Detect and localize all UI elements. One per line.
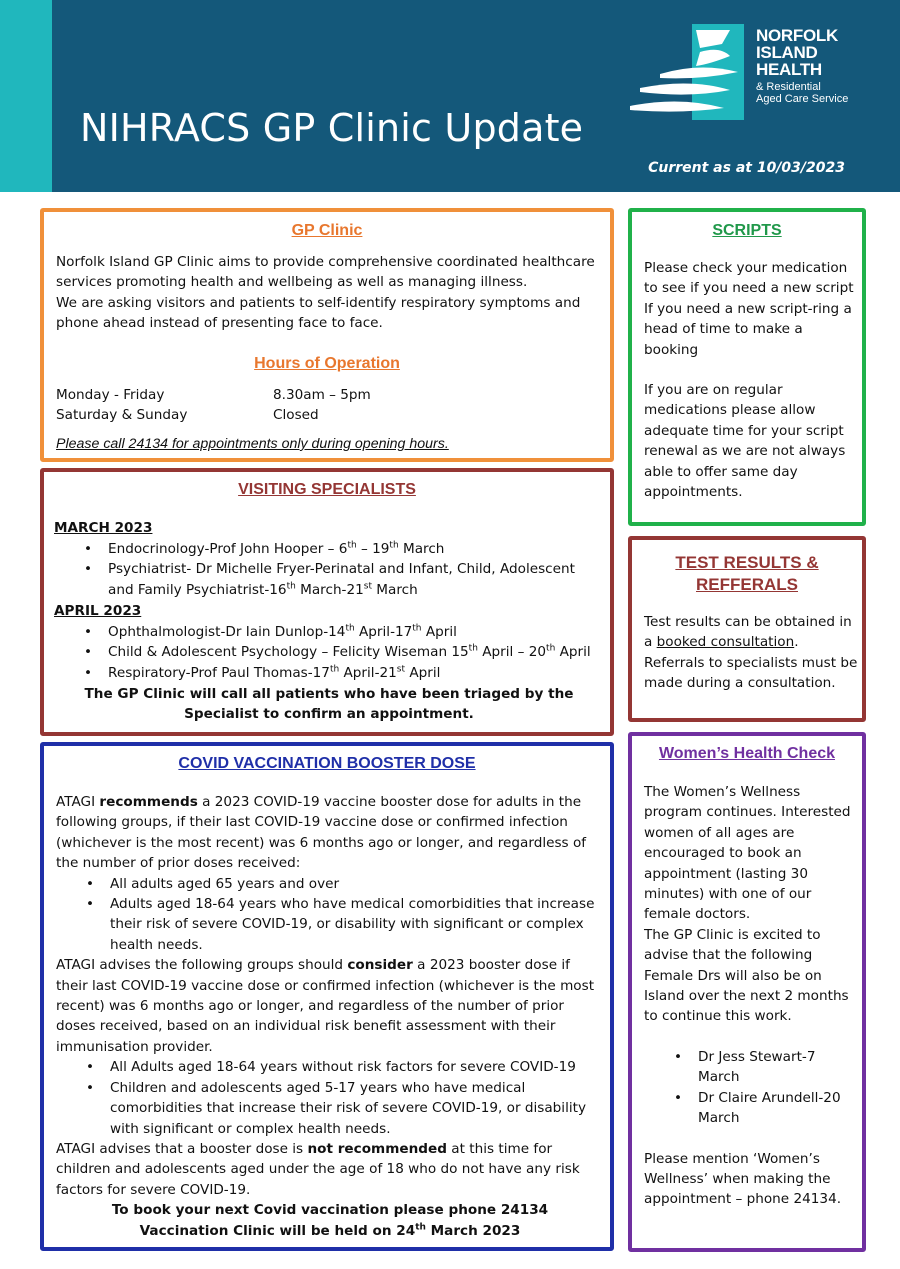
april-heading: APRIL 2023 (54, 602, 142, 619)
logo-line3: HEALTH (756, 60, 822, 79)
covid-para2: ATAGI advises the following groups should consider a 2023 booster dose if their last COVID-19 vaccine dose or confirmed infection (whichever is the most recent) was 6 months ago or longer, and regardless of the number of prior doses received, based on an individual risk benefit assessment with their immunisation provider. (56, 957, 595, 1055)
booked-consultation-link[interactable]: booked consultation (656, 634, 795, 651)
test-results-title (632, 552, 862, 596)
scripts-title: SCRIPTS (712, 222, 782, 239)
covid-para3: ATAGI advises that a booster dose is not recommended at this time for children and adolescents aged under the age of 18 who do not have any risk factors for severe COVID-19. (56, 1140, 580, 1198)
logo-line4: & Residential (756, 81, 821, 93)
womens-para2: The GP Clinic is excited to advise that the following Female Drs will also be on Island over the next 2 months to continue this work. (644, 926, 849, 1025)
covid-footer2: Vaccination Clinic will be held on 24th March 2023 (139, 1222, 521, 1239)
logo-line2: ISLAND (756, 43, 818, 62)
covid-booster-box (40, 742, 614, 1251)
covid-text (56, 792, 604, 1241)
womens-para1: The Women’s Wellness program continues. Interested women of all ages are encouraged to book an appointment (lasting 30 minutes) with one of our female doctors. (644, 784, 851, 923)
hours-title: Hours of Operation (254, 355, 400, 372)
womens-text (644, 782, 856, 1210)
scripts-para1: Please check your medication to see if you need a new script If you need a new script-ring a head of time to make a booking (644, 260, 854, 358)
gp-clinic-para2: We are asking visitors and patients to self-identify respiratory symptoms and phone ahead instead of presenting face to face. (56, 294, 581, 332)
specialists-text (54, 518, 604, 725)
covid-list2-item: • Children and adolescents aged 5-17 years who have medical comorbidities that increase their risk of severe COVID-19, or disability with significant or complex health needs. (56, 1078, 604, 1139)
hours-row-1-time: 8.30am – 5pm (273, 387, 371, 403)
scripts-text (644, 258, 856, 502)
womens-health-box (628, 732, 866, 1252)
specialist-item: • Respiratory-Prof Paul Thomas-17th April-21st April (54, 663, 604, 684)
logo-line1: NORFOLK (756, 26, 838, 45)
gp-clinic-box (40, 208, 614, 462)
test-results-title-line1: TEST RESULTS & (675, 553, 819, 572)
specialist-item: • Psychiatrist- Dr Michelle Fryer-Perinatal and Infant, Child, Adolescent and Family Psychiatrist-16th March-21st March (54, 559, 604, 600)
womens-title: Women’s Health Check (658, 745, 836, 762)
specialist-item: • Ophthalmologist-Dr Iain Dunlop-14th April-17th April (54, 622, 604, 643)
covid-list2-item: • All Adults aged 18-64 years without risk factors for severe COVID-19 (56, 1057, 604, 1077)
header-banner (0, 0, 900, 192)
visiting-specialists-box (40, 468, 614, 736)
test-results-text: Test results can be obtained in a booked consultation. Referrals to specialists must be made during a consultation. (644, 614, 858, 692)
scripts-box (628, 208, 866, 526)
specialists-title: VISITING SPECIALISTS (238, 481, 416, 498)
covid-list1-item: • All adults aged 65 years and over (56, 874, 604, 894)
hours-row-2-time: Closed (273, 407, 319, 423)
hours-row-2-days: Saturday & Sunday (56, 407, 188, 423)
womens-para3: Please mention ‘Women’s Wellness’ when making the appointment – phone 24134. (644, 1150, 842, 1208)
appointment-note: Please call 24134 for appointments only during opening hours. (56, 436, 449, 452)
womens-doctor-item: • Dr Jess Stewart-7 March (644, 1047, 856, 1088)
march-heading: MARCH 2023 (54, 520, 153, 536)
specialist-item: • Child & Adolescent Psychology – Felicity Wiseman 15th April – 20th April (54, 642, 604, 663)
gp-clinic-text (56, 252, 601, 334)
test-results-title-line2: REFFERALS (696, 575, 798, 594)
covid-title: COVID VACCINATION BOOSTER DOSE (178, 755, 476, 772)
covid-footer1: To book your next Covid vaccination please phone 24134 (111, 1202, 549, 1219)
test-results-box (628, 536, 866, 722)
gp-clinic-para1: Norfolk Island GP Clinic aims to provide comprehensive coordinated healthcare services promoting health and wellbeing as well as managing illness. (56, 254, 595, 291)
scripts-para2: If you are on regular medications please allow adequate time for your script renewal as we are not always able to offer same day appointments. (644, 382, 846, 501)
womens-doctor-item: • Dr Claire Arundell-20 March (644, 1088, 856, 1129)
teal-stripe (0, 0, 52, 192)
norfolk-health-logo (630, 22, 865, 122)
logo-line5: Aged Care Service (756, 93, 849, 105)
covid-para1: ATAGI recommends a 2023 COVID-19 vaccine booster dose for adults in the following groups, if their last COVID-19 vaccine dose or confirmed infection (whichever is the most recent) was 6 months ago or longer, and regardless of the number of prior doses received: (56, 794, 587, 872)
current-date: Current as at 10/03/2023 (648, 160, 845, 176)
page-title: NIHRACS GP Clinic Update (80, 106, 584, 150)
hours-row-1-days: Monday - Friday (56, 387, 165, 403)
gp-clinic-title: GP Clinic (291, 222, 363, 239)
covid-list1-item: • Adults aged 18-64 years who have medical comorbidities that increase their risk of severe COVID-19, or disability with significant or complex health needs. (56, 894, 604, 955)
specialist-item: • Endocrinology-Prof John Hooper – 6th – 19th March (54, 539, 604, 560)
specialists-footer: The GP Clinic will call all patients who have been triaged by the Specialist to confirm an appointment. (84, 685, 574, 723)
logo-mark-icon (630, 22, 750, 122)
